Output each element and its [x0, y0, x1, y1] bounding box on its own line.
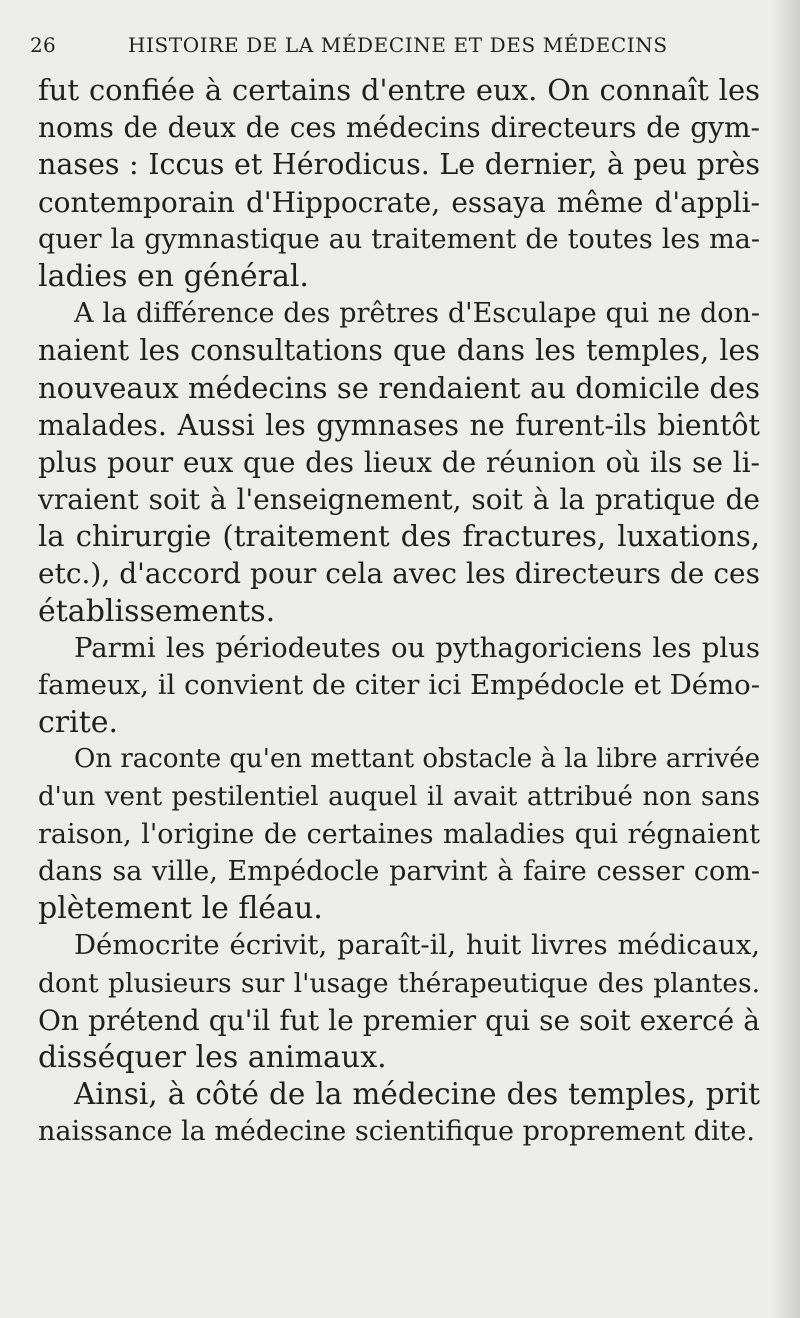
running-header: [30, 28, 730, 62]
text-line: disséquer les animaux.: [38, 1039, 387, 1075]
text-line: vraient soit à l'enseignement, soit à la pratique de: [38, 483, 760, 517]
text-line: nases : Iccus et Hérodicus. Le dernier, à peu près: [38, 148, 760, 182]
text-line: crite.: [38, 705, 119, 741]
text-line: raison, l'origine de certaines maladies qui régnaient: [38, 818, 760, 850]
text-line: Démocrite écrivit, paraît-il, huit livres médicaux,: [74, 929, 760, 962]
text-line: etc.), d'accord pour cela avec les directeurs de ces: [38, 557, 760, 591]
text-line: naient les consultations que dans les temples, les: [38, 334, 760, 368]
running-title: HISTOIRE DE LA MÉDECINE ET DES MÉDECINS: [128, 33, 668, 57]
text-line: dont plusieurs sur l'usage thérapeutique des plantes.: [38, 967, 760, 999]
text-line: On raconte qu'en mettant obstacle à la libre arrivée: [74, 744, 760, 775]
text-line: A la différence des prêtres d'Esculape qui ne don-: [74, 298, 760, 330]
text-line: plus pour eux que des lieux de réunion où ils se li-: [38, 445, 760, 479]
body-text: [38, 72, 760, 1150]
text-line: Parmi les périodeutes ou pythagoriciens les plus: [74, 631, 760, 664]
text-line: fut confiée à certains d'entre eux. On connaît les: [38, 73, 760, 107]
text-line: fameux, il convient de citer ici Empédocle et Démo-: [38, 669, 760, 701]
text-line: contemporain d'Hippocrate, essaya même d'appli-: [38, 185, 760, 219]
text-line: noms de deux de ces médecins directeurs de gym-: [38, 111, 760, 145]
text-line: naissance la médecine scientifique proprement dite.: [38, 1116, 755, 1148]
text-line: ladies en général.: [38, 258, 309, 294]
text-line: quer la gymnastique au traitement de toutes les ma-: [38, 223, 760, 255]
text-line: nouveaux médecins se rendaient au domicile des: [38, 370, 760, 405]
text-line: établissements.: [38, 593, 276, 629]
page-edge-shadow: [772, 0, 800, 1318]
text-line: Ainsi, à côté de la médecine des temples, prit: [74, 1077, 760, 1112]
text-line: d'un vent pestilentiel auquel il avait attribué non sans: [38, 781, 760, 812]
text-line: malades. Aussi les gymnases ne furent-ils bientôt: [38, 408, 760, 442]
text-line: On prétend qu'il fut le premier qui se soit exercé à: [38, 1003, 760, 1037]
page-number: 26: [30, 33, 57, 57]
text-line: dans sa ville, Empédocle parvint à faire cesser com-: [38, 855, 760, 887]
text-line: la chirurgie (traitement des fractures, luxations,: [38, 519, 760, 554]
text-line: plètement le fléau.: [38, 891, 323, 927]
